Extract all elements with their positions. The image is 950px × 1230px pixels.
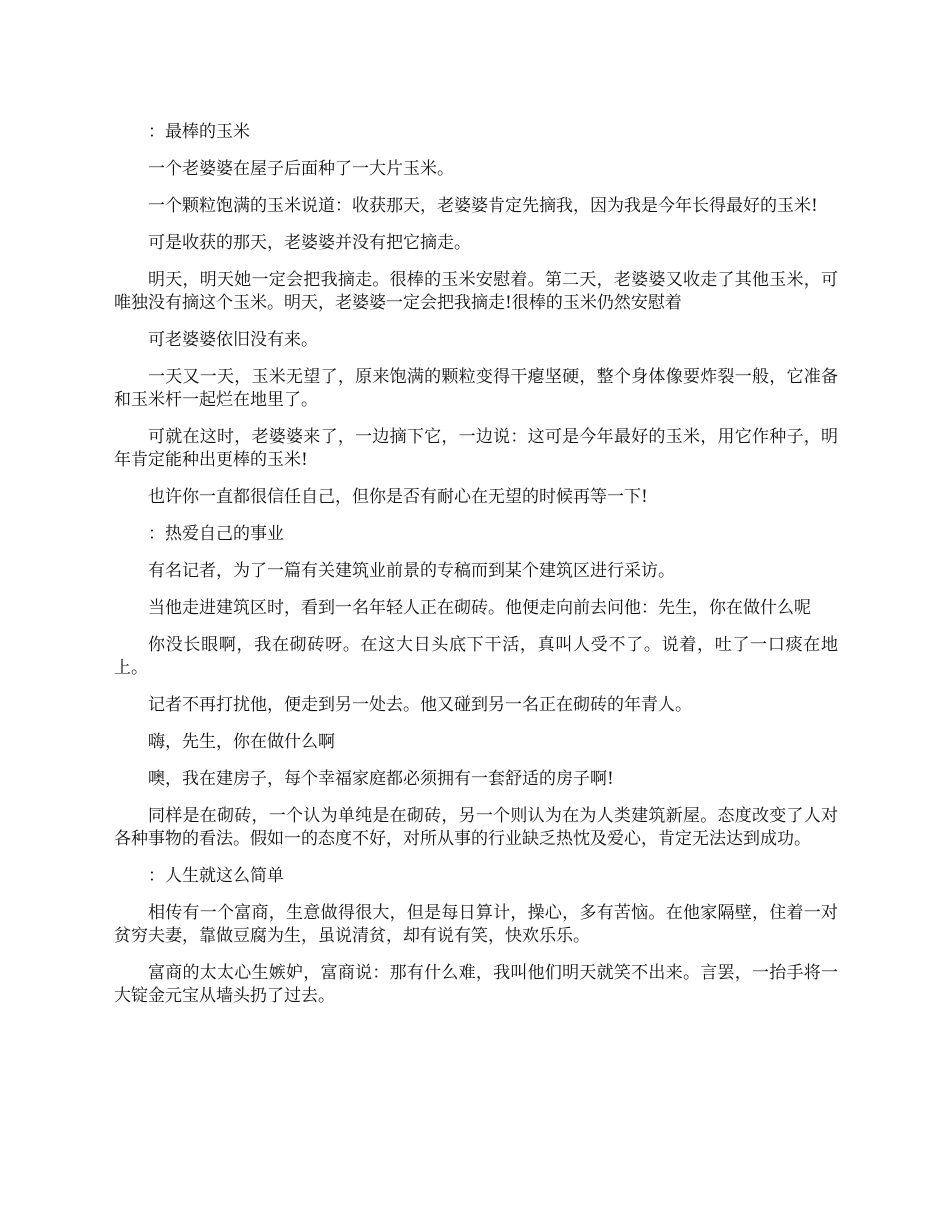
paragraph: 可就在这时，老婆婆来了，一边摘下它，一边说：这可是今年最好的玉米，用它作种子，明年肯定能种出更棒的玉米! xyxy=(114,427,838,470)
paragraph: 有名记者，为了一篇有关建筑业前景的专稿而到某个建筑区进行采访。 xyxy=(148,561,675,581)
paragraph: 也许你一直都很信任自己，但你是否有耐心在无望的时候再等一下! xyxy=(148,487,648,507)
section-heading-best-corn: ：最棒的玉米 xyxy=(148,122,250,142)
paragraph: 嗨，先生，你在做什么啊 xyxy=(148,732,335,752)
paragraph: 富商的太太心生嫉妒，富商说：那有什么难，我叫他们明天就笑不出来。言罢，一抬手将一大锭金元宝从墙头扔了过去。 xyxy=(114,963,838,1006)
paragraph: 噢，我在建房子，每个幸福家庭都必须拥有一套舒适的房子啊! xyxy=(148,769,614,789)
paragraph: 可老婆婆依旧没有来。 xyxy=(148,330,318,350)
paragraph: 明天，明天她一定会把我摘走。很棒的玉米安慰着。第二天，老婆婆又收走了其他玉米，可唯独没有摘这个玉米。明天，老婆婆一定会把我摘走!很棒的玉米仍然安慰着 xyxy=(114,270,838,313)
document-body xyxy=(114,121,838,1022)
paragraph: 记者不再打扰他，便走到另一处去。他又碰到另一名正在砌砖的年青人。 xyxy=(148,695,692,715)
paragraph: 当他走进建筑区时，看到一名年轻人正在砌砖。他便走向前去问他：先生，你在做什么呢 xyxy=(148,598,811,618)
paragraph: 一个老婆婆在屋子后面种了一大片玉米。 xyxy=(148,159,454,179)
paragraph: 相传有一个富商，生意做得很大，但是每日算计，操心，多有苦恼。在他家隔壁，住着一对贫穷夫妻，靠做豆腐为生，虽说清贫，却有说有笑，快欢乐乐。 xyxy=(114,903,838,946)
paragraph: 你没长眼啊，我在砌砖呀。在这大日头底下干活，真叫人受不了。说着，吐了一口痰在地上。 xyxy=(114,635,838,678)
section-heading-life-is-simple: ：人生就这么简单 xyxy=(148,866,284,886)
paragraph: 可是收获的那天，老婆婆并没有把它摘走。 xyxy=(148,233,471,253)
paragraph: 一天又一天，玉米无望了，原来饱满的颗粒变得干瘪坚硬，整个身体像要炸裂一般，它准备和玉米杆一起烂在地里了。 xyxy=(114,367,838,410)
paragraph: 同样是在砌砖，一个认为单纯是在砌砖，另一个则认为在为人类建筑新屋。态度改变了人对各种事物的看法。假如一的态度不好，对所从事的行业缺乏热忱及爱心，肯定无法达到成功。 xyxy=(114,806,838,849)
paragraph: 一个颗粒饱满的玉米说道：收获那天，老婆婆肯定先摘我，因为我是今年长得最好的玉米! xyxy=(148,196,818,216)
section-heading-love-your-work: ：热爱自己的事业 xyxy=(148,524,284,544)
